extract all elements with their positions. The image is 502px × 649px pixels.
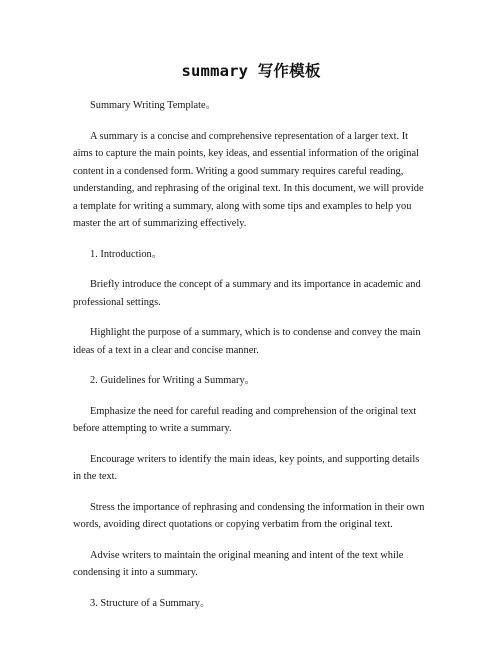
body-paragraph: Highlight the purpose of a summary, which is to condense and convey the main ideas of a text in a clear and concise manner. [73, 327, 421, 356]
page-title: summary 写作模板 [181, 62, 321, 80]
intro-paragraph: A summary is a concise and comprehensive representation of a larger text. It aims to capture the main points, key ideas, and essential information of the original content in a condensed form. Writing a good summary requires careful reading, understanding, and rephrasing of the original text. In this document, we will provide a template for writing a summary, along with some tips and examples to help you master the art of summarizing effectively. [73, 130, 424, 229]
body-paragraph: Stress the importance of rephrasing and condensing the information in their own words, avoiding direct quotations or copying verbatim from the original text. [73, 501, 425, 530]
body-paragraph: Briefly introduce the concept of a summary and its importance in academic and professional settings. [73, 279, 421, 308]
section-heading-introduction: 1. Introduction。 [90, 248, 163, 260]
section-heading-structure: 3. Structure of a Summary。 [90, 597, 211, 609]
body-paragraph: Emphasize the need for careful reading and comprehension of the original text before attempting to write a summary. [73, 405, 417, 434]
subtitle-line: Summary Writing Template。 [90, 100, 217, 111]
body-paragraph: Advise writers to maintain the original meaning and intent of the text while condensing it into a summary. [73, 549, 404, 578]
body-paragraph: Encourage writers to identify the main ideas, key points, and supporting details in the text. [73, 453, 420, 482]
section-heading-guidelines: 2. Guidelines for Writing a Summary。 [90, 375, 256, 386]
